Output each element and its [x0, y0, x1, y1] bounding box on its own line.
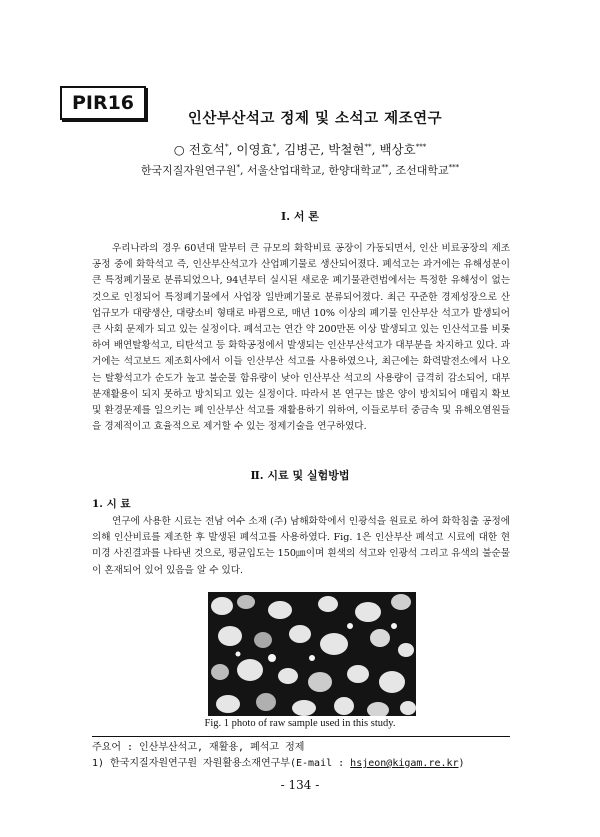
affiliation-mark: *	[236, 163, 240, 172]
affiliation-mark: ***	[448, 163, 460, 172]
contact-close: )	[458, 758, 465, 769]
intro-paragraph: 우리나라의 경우 60년대 말부터 큰 규모의 화학비료 공장이 가동되면서, 인산 비료공장의 제조공정 중에 화학석고 즉, 인산부산석고가 산업폐기물로 생산되어졌다. 폐석고는 과거에는 유해성분이 큰 특정폐기물로 분류되었으나, 94년부터 실시된 새로운 폐기물관련법에서는 특정한 유해성이 없는 것으로 인정되어 특정폐기물에서 사업장 일반폐기물로 분류되어졌다. 최근 꾸준한 경제성장으로 산업규모가 대량생산, 대량소비 형태로 바뀜으로, 매년 10% 이상의 폐기물 인산부산 석고가 발생되어 큰 사회 문제가 되고 있는 실정이다. 폐석고는 연간 약 200만톤 이상 발생되고 있는 인산석고를 비롯하여 배연탈황석고, 티탄석고 등 화학공정에서 발생되는 인산부산석고가 대부분을 차지하고 있다. 과거에는 석고보드 제조회사에서 이들 인산부산 석고를 사용하였으나, 최근에는 화력발전소에서 나오는 탈황석고가 순도가 높고 불순물 함유량이 낮아 인산부산 석고의 사용량이 급격히 감소되어, 대부분재활용이 되지 못하고 방치되고 있는 실정이다. 따라서 본 연구는 많은 양이 방치되어 매립지 확보 및 환경문제를 일으키는 폐 인산부산 석고를 재활용하기 위하여, 이들로부터 중금속 및 유해오염원들을 경제적이고 효율적으로 제거할 수 있는 정제기술을 연구하였다.	[92, 243, 510, 433]
raw-sample-photo	[208, 592, 416, 716]
author-affil-mark: **	[364, 142, 372, 151]
contact-text: 1) 한국지질자원연구원 자원활용소재연구부(E-mail :	[92, 758, 351, 769]
author-affil-mark: *	[272, 142, 277, 151]
author-affil-mark: ***	[415, 142, 427, 151]
keywords-footnote: 주요어 : 인산부산석고, 재활용, 폐석고 정제	[92, 742, 305, 753]
author-name: 전호석	[188, 142, 225, 157]
affiliation: 서울산업대학교	[246, 164, 322, 177]
affiliation-line: 한국지질자원연구원*, 서울산업대학교, 한양대학교**, 조선대학교***	[140, 163, 460, 177]
footnote-divider	[92, 736, 510, 737]
affiliation-mark: **	[381, 163, 389, 172]
page-number: - 134 -	[280, 778, 320, 792]
author-line: ○ 전호석*, 이영효*, 김병곤, 박철현**, 백상호***	[173, 142, 427, 157]
methods-heading: Ⅱ. 시료 및 실험방법	[250, 469, 350, 482]
abstract-id-badge: PIR16	[60, 86, 146, 120]
affiliation: 한국지질자원연구원	[140, 164, 237, 177]
author-name: 백상호	[379, 142, 416, 157]
paper-title: 인산부산석고 정제 및 소석고 제조연구	[187, 110, 443, 127]
author-name: 박철현	[328, 142, 365, 157]
author-name: 이영효	[236, 142, 273, 157]
contact-footnote	[92, 754, 465, 769]
author-affil-mark: *	[224, 142, 229, 151]
particle-micrograph	[208, 592, 416, 716]
sample-subheading: 1. 시 료	[92, 498, 131, 510]
intro-heading: Ⅰ. 서 론	[281, 210, 319, 223]
email-link[interactable]: hsjeon@kigam.re.kr	[350, 758, 459, 769]
figure-caption: Fig. 1 photo of raw sample used in this study.	[204, 718, 396, 729]
affiliation: 한양대학교	[328, 164, 382, 177]
affiliation: 조선대학교	[395, 164, 449, 177]
sample-paragraph: 연구에 사용한 시료는 전남 여수 소재 (주) 남해화학에서 인광석을 원료로 하여 화학침출 공정에 의해 인산비료를 제조한 후 발생된 폐석고를 사용하였다. Fig. 1은 인산부산 폐석고 시료에 대한 현미경 사진결과를 나타낸 것으로, 평균입도는 150㎛이며 흰색의 석고와 인광석 그리고 유색의 불순물이 혼재되어 있어 있음을 알 수 있다.	[92, 516, 510, 576]
author-name: 김병곤	[284, 142, 321, 157]
presenter-mark: ○	[173, 142, 185, 157]
